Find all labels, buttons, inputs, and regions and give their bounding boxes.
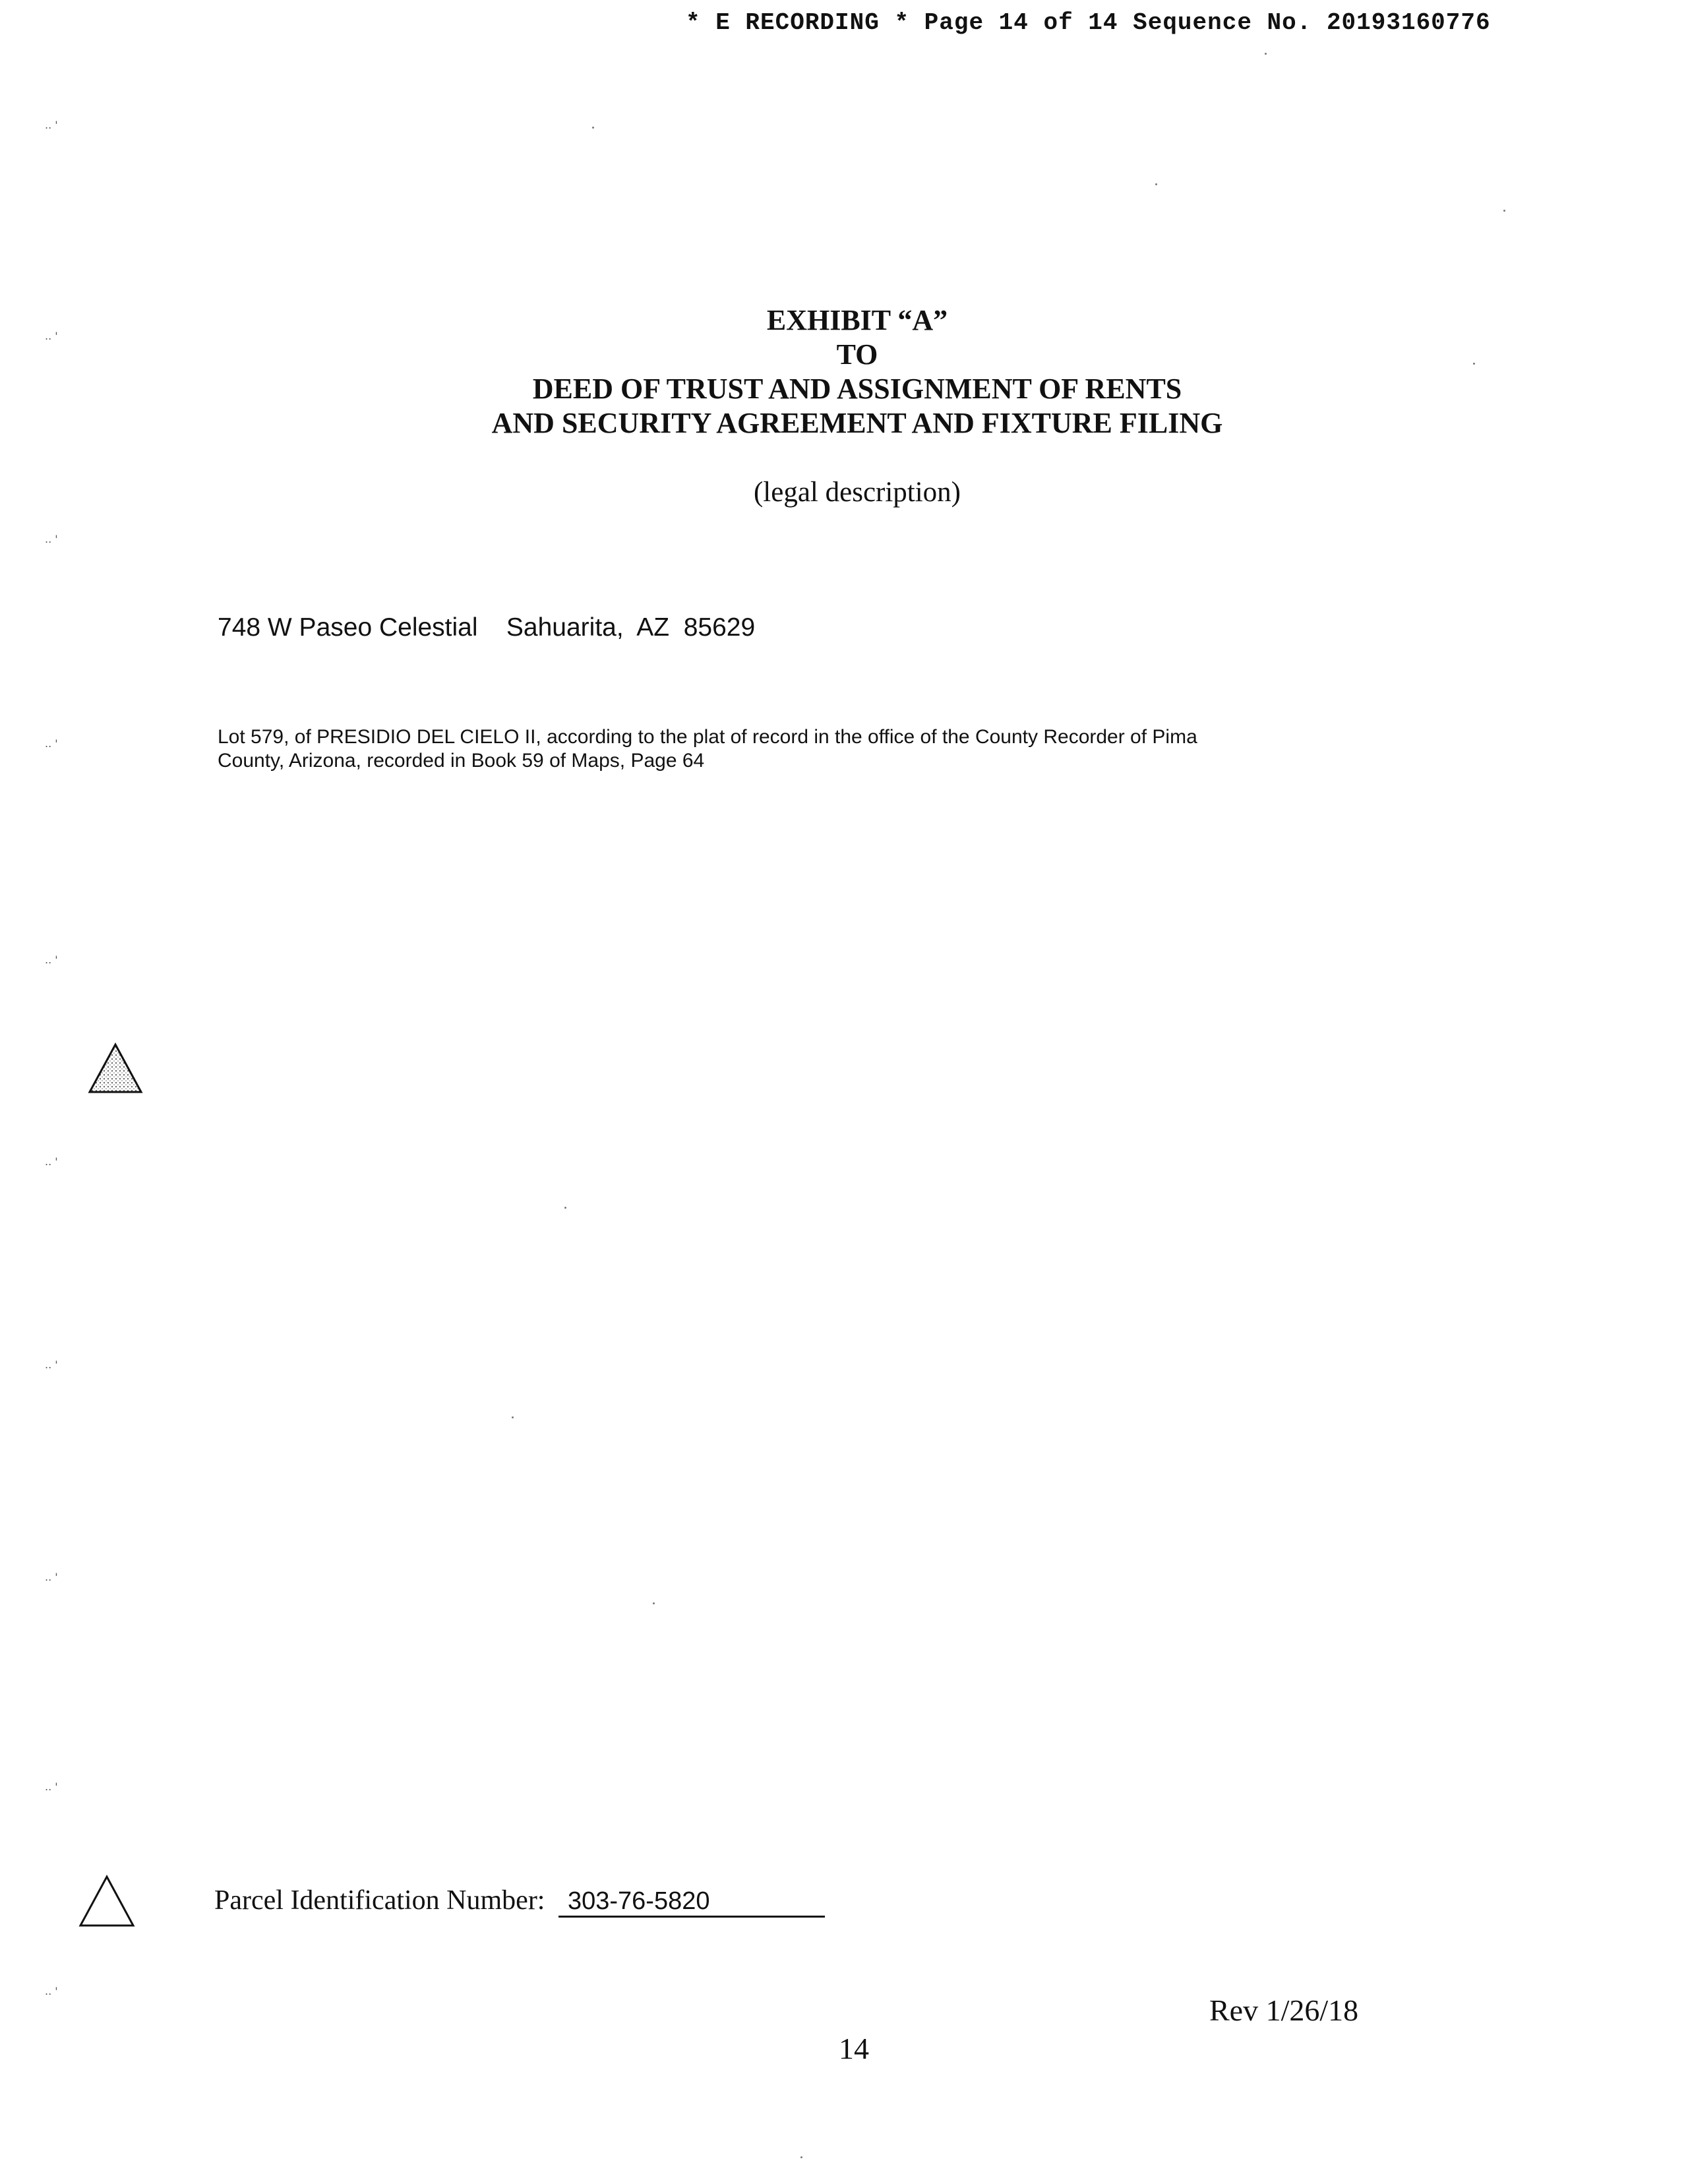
legal-description-line1: Lot 579, of PRESIDIO DEL CIELO II, according to the plat of record in the office of the County Recorder of Pima	[218, 726, 1197, 748]
page-number: 14	[839, 2032, 869, 2065]
scan-dot	[512, 1416, 514, 1418]
scan-dot	[1473, 363, 1475, 365]
exhibit-title-line1: EXHIBIT “A”	[766, 304, 948, 336]
exhibit-title-line2: TO	[836, 338, 878, 371]
exhibit-subtitle: (legal description)	[753, 477, 961, 508]
property-address	[218, 613, 755, 642]
scan-mark: .. '	[45, 533, 58, 545]
scan-dot	[1155, 183, 1157, 185]
exhibit-title-line4: AND SECURITY AGREEMENT AND FIXTURE FILING	[491, 407, 1223, 439]
scan-dot	[800, 2156, 802, 2158]
legal-description	[218, 725, 1339, 773]
exhibit-title-line3: DEED OF TRUST AND ASSIGNMENT OF RENTS	[532, 373, 1182, 405]
scan-mark: .. '	[45, 954, 58, 966]
warning-triangle-icon	[87, 1042, 144, 1095]
scan-mark: .. '	[45, 1358, 58, 1371]
scan-dot	[564, 1207, 566, 1209]
scan-dot	[1503, 210, 1505, 212]
address-street: 748 W Paseo Celestial	[218, 613, 478, 642]
scan-dot	[1265, 53, 1267, 55]
scan-dot	[592, 127, 594, 129]
scan-dot	[653, 1602, 655, 1604]
scan-mark: .. '	[45, 1985, 58, 1997]
scan-mark: .. '	[45, 1780, 58, 1793]
exhibit-title	[0, 303, 1688, 440]
triangle-outline-icon	[78, 1874, 136, 1928]
scan-mark: .. '	[45, 1155, 58, 1168]
parcel-id-label: Parcel Identification Number:	[214, 1885, 545, 1916]
address-zip: 85629	[683, 613, 756, 642]
revision-date: Rev 1/26/18	[1209, 1993, 1359, 2027]
address-city-state: Sahuarita, AZ	[506, 613, 670, 642]
recording-header: * E RECORDING * Page 14 of 14 Sequence No. 20193160776	[686, 9, 1491, 36]
scan-mark: .. '	[45, 330, 58, 342]
scan-mark: .. '	[45, 737, 58, 750]
parcel-id-row	[214, 1885, 825, 1918]
scan-mark: .. '	[45, 119, 58, 131]
scan-mark: .. '	[45, 1571, 58, 1583]
parcel-id-value: 303-76-5820	[558, 1887, 825, 1918]
legal-description-line2: County, Arizona, recorded in Book 59 of Maps, Page 64	[218, 750, 705, 772]
